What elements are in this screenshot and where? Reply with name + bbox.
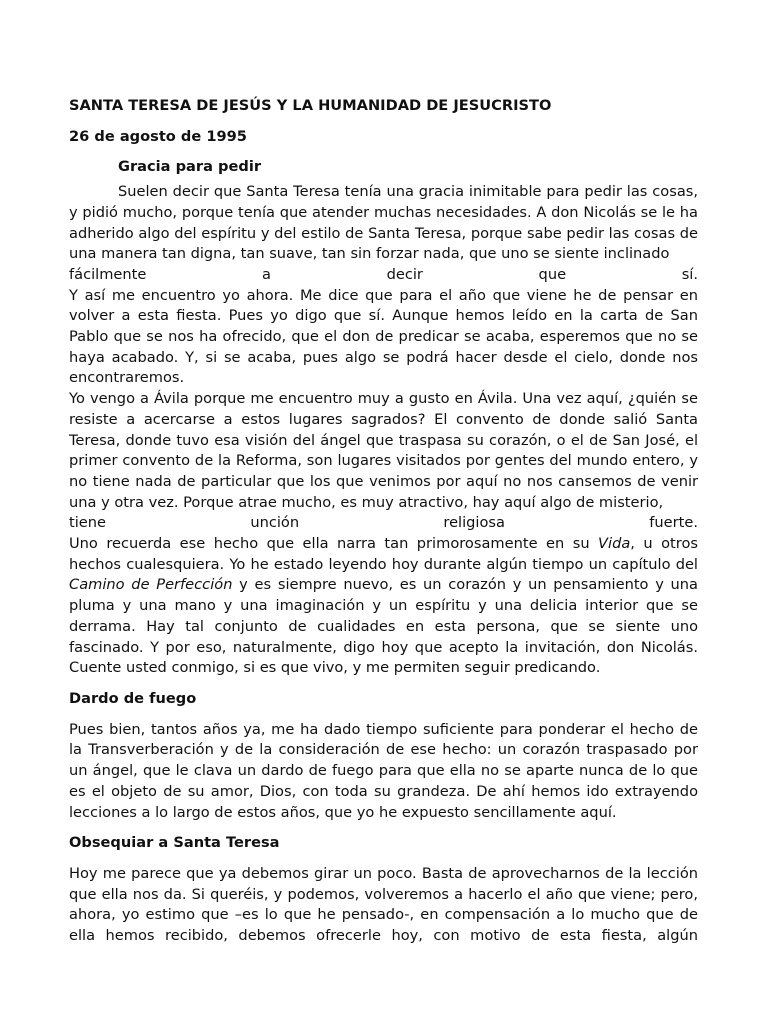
paragraph-1a: Suelen decir que Santa Teresa tenía una gracia inimitable para pedir las cosas, y pidió mucho, porque tenía que atender muchas necesidades. A don Nicolás se le ha adherido algo del espíritu y del estilo de Santa Teresa, porque sabe pedir las cosas de una manera tan digna, tan suave, tan sin forzar nada, que uno se siente inclinado [69,183,698,263]
paragraph-1b: fácilmente a decir que sí. [69,265,698,283]
paragraph-3b: tiene unción religiosa fuerte. [69,514,698,532]
paragraph-4-text-1: Uno recuerda ese hecho que ella narra tan primorosamente en su [69,535,599,553]
paragraph-2: Y así me encuentro yo ahora. Me dice que para el año que viene he de pensar en volver a esta fiesta. Pues yo digo que sí. Aunque hemos leído en la carta de San Pablo que se nos ha ofrecido, que el don de predicar se acaba, esperemos que no se haya acabado. Y, si se acaba, pues algo se podrá hacer desde el cielo, donde nos encontraremos. [69,286,698,387]
paragraph-4-text-3: y es siempre nuevo, es un corazón y un pensamiento y una pluma y una mano y una imaginación y un espíritu y una delicia interior que se derrama. Hay tal conjunto de cualidades en esta persona, que se siente uno fascinado. Y por eso, naturalmente, digo hoy que acepto la invitación, don Nicolás. Cuente usted conmigo, si es que vivo, y me permiten seguir predicando. [69,576,699,677]
book-title-vida: Vida [598,535,631,553]
paragraph-4-text-2: , u otros hechos cualesquiera. Yo he estado leyendo hoy durante algún tiempo un capítulo del [69,535,698,573]
section-heading-dardo: Dardo de fuego [69,689,197,707]
paragraph-5: Pues bien, tantos años ya, me ha dado tiempo suficiente para ponderar el hecho de la Transverberación y de la consideración de ese hecho: un corazón traspasado por un ángel, que le clava un dardo de fuego para que ella no se aparte nunca de lo que es el objeto de su amor, Dios, con toda su grandeza. De ahí hemos ido extrayendo lecciones a lo largo de estos años, que yo he expuesto sencillamente aquí. [69,720,698,821]
paragraph-4 [69,534,698,679]
document-page [69,96,698,947]
document-date: 26 de agosto de 1995 [69,127,247,145]
book-title-camino: Camino de Perfección [69,576,233,594]
document-title: SANTA TERESA DE JESÚS Y LA HUMANIDAD DE JESUCRISTO [69,97,552,114]
section-heading-gracia: Gracia para pedir [118,158,262,176]
paragraph-6: Hoy me parece que ya debemos girar un poco. Basta de aprovecharnos de la lección que ella nos da. Si queréis, y podemos, volveremos a hacerlo el año que viene; pero, ahora, yo estimo que –es lo que he pensado-, en compensación a lo mucho que de ella hemos recibido, debemos ofrecerle hoy, con motivo de esta fiesta, algún [69,864,698,945]
paragraph-3a: Yo vengo a Ávila porque me encuentro muy a gusto en Ávila. Una vez aquí, ¿quién se resiste a acercarse a estos lugares sagrados? El convento de donde salió Santa Teresa, donde tuvo esa visión del ángel que traspasa su corazón, o el de San José, el primer convento de la Reforma, son lugares visitados por gentes del mundo entero, y no tiene nada de particular que los que venimos por aquí no nos cansemos de venir una y otra vez. Porque atrae mucho, es muy atractivo, hay aquí algo de misterio, [69,390,698,511]
section-heading-obsequiar: Obsequiar a Santa Teresa [69,834,280,852]
